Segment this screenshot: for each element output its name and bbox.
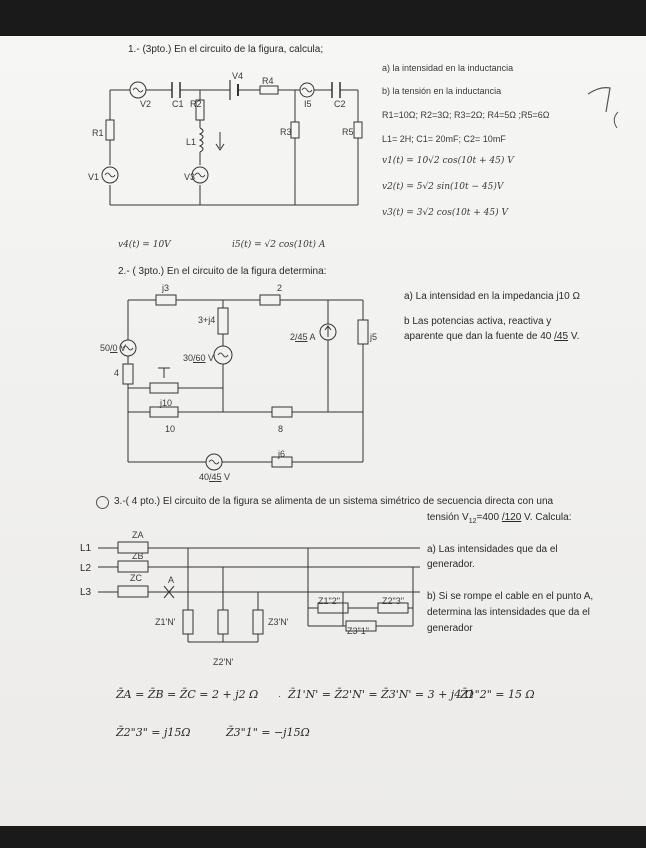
- p3-question-a-line2: generador.: [427, 559, 475, 570]
- label-8: 8: [278, 424, 284, 434]
- label-j10: j10: [160, 398, 173, 408]
- label-V3: V3: [184, 172, 196, 182]
- label-source-40: 40/45 V: [199, 472, 231, 482]
- line-label-L2: L2: [80, 563, 92, 574]
- p1-v1: v1(t) = 10√2 cos(10t + 45) V: [382, 156, 514, 166]
- label-10: 10: [165, 424, 176, 434]
- p2-question-a: a) La intensidad en la impedancia j10 Ω: [404, 291, 580, 302]
- label-2: 2: [277, 283, 283, 293]
- top-dark-border: [0, 0, 646, 36]
- label-Z31: Z3"1": [347, 626, 369, 636]
- p1-i5: i5(t) = √2 cos(10t) A: [232, 240, 326, 250]
- label-R1: R1: [92, 128, 104, 138]
- label-source-50: 50/0 V: [100, 343, 127, 353]
- p1-question-b: b) la tensión en la inductancia: [382, 86, 502, 96]
- label-ZA: ZA: [132, 530, 144, 540]
- pen-mark-paren: [608, 110, 622, 130]
- three-phase-circuit-diagram: [78, 522, 428, 662]
- label-j6: j6: [278, 449, 286, 459]
- label-I5: I5: [304, 99, 312, 109]
- label-j5: j5: [370, 332, 378, 342]
- circle-marker: [96, 496, 109, 509]
- label-V4: V4: [232, 71, 244, 81]
- circuit-1-diagram: [100, 60, 370, 220]
- label-ZC: ZC: [130, 573, 142, 583]
- label-Z23: Z2"3": [382, 596, 404, 606]
- label-Z2N: Z2'N': [213, 657, 234, 667]
- p3-question-b-line3: generador: [427, 623, 473, 634]
- label-4: 4: [114, 368, 120, 378]
- label-ZB: ZB: [132, 551, 144, 561]
- bottom-dark-border: [0, 826, 646, 848]
- p1-v2: v2(t) = 5√2 sin(10t − 45)V: [382, 182, 504, 192]
- p1-v3: v3(t) = 3√2 cos(10t + 45) V: [382, 208, 509, 218]
- label-point-A: A: [168, 575, 175, 585]
- label-L1: L1: [186, 137, 197, 147]
- p1-resistances: R1=10Ω; R2=3Ω; R3=2Ω; R4=5Ω ;R5=6Ω: [382, 110, 550, 120]
- label-3-j4: 3+j4: [198, 315, 216, 325]
- label-current-source-2: 2/45 A: [290, 332, 316, 342]
- formula-Z31: Z̄3"1" = −j15Ω: [226, 726, 310, 739]
- label-Z1N: Z1'N': [155, 617, 176, 627]
- label-C1: C1: [172, 99, 184, 109]
- problem-3-header: 3.-( 4 pto.) El circuito de la figura se alimenta de un sistema simétrico de secuencia directa con una: [114, 496, 554, 507]
- p3-question-b-line1: b) Si se rompe el cable en el punto A,: [427, 591, 594, 602]
- label-source-30: 30/60 V: [183, 353, 215, 363]
- p3-question-b-line2: determina las intensidades que da el: [427, 607, 590, 618]
- label-R2: R2: [190, 99, 202, 109]
- label-Z3N: Z3'N': [268, 617, 289, 627]
- p3-question-a-line1: a) Las intensidades que da el: [427, 544, 558, 555]
- label-Z12: Z1"2": [318, 596, 340, 606]
- p1-question-a: a) la intensidad en la inductancia: [382, 63, 514, 73]
- formula-ZA-ZB-ZC: Z̄A = Z̄B = Z̄C = 2 + j2 Ω: [116, 688, 259, 701]
- problem-1-header: 1.- (3pto.) En el circuito de la figura, calcula;: [128, 44, 324, 55]
- label-R3: R3: [280, 127, 292, 137]
- problem-2-header: 2.- ( 3pto.) En el circuito de la figura determina:: [118, 266, 327, 277]
- p1-v4: v4(t) = 10V: [118, 240, 171, 250]
- label-C2: C2: [334, 99, 346, 109]
- label-R4: R4: [262, 76, 274, 86]
- line-label-L3: L3: [80, 587, 92, 598]
- label-j3: j3: [162, 283, 170, 293]
- label-R5: R5: [342, 127, 354, 137]
- p1-components: L1= 2H; C1= 20mF; C2= 10mF: [382, 134, 506, 144]
- formula-ZN: Z̄1'N' = Z̄2'N' = Z̄3'N' = 3 + j4 Ω: [288, 688, 474, 701]
- formula-Z12: Z̄1"2" = 15 Ω: [460, 688, 535, 701]
- label-V2: V2: [140, 99, 152, 109]
- label-V1: V1: [88, 172, 100, 182]
- circuit-2-diagram: [108, 280, 388, 475]
- p2-question-b-line1: b Las potencias activa, reactiva y: [404, 316, 552, 327]
- line-label-L1: L1: [80, 543, 92, 554]
- formula-Z23: Z̄2"3" = j15Ω: [116, 726, 191, 739]
- p2-question-b-line2: aparente que dan la fuente de 40 /45 V.: [404, 331, 580, 342]
- dot-separator: ·: [278, 691, 281, 701]
- p3-tension: tensión $V_{12}=400$ /120 V. Calcula:: [427, 512, 572, 525]
